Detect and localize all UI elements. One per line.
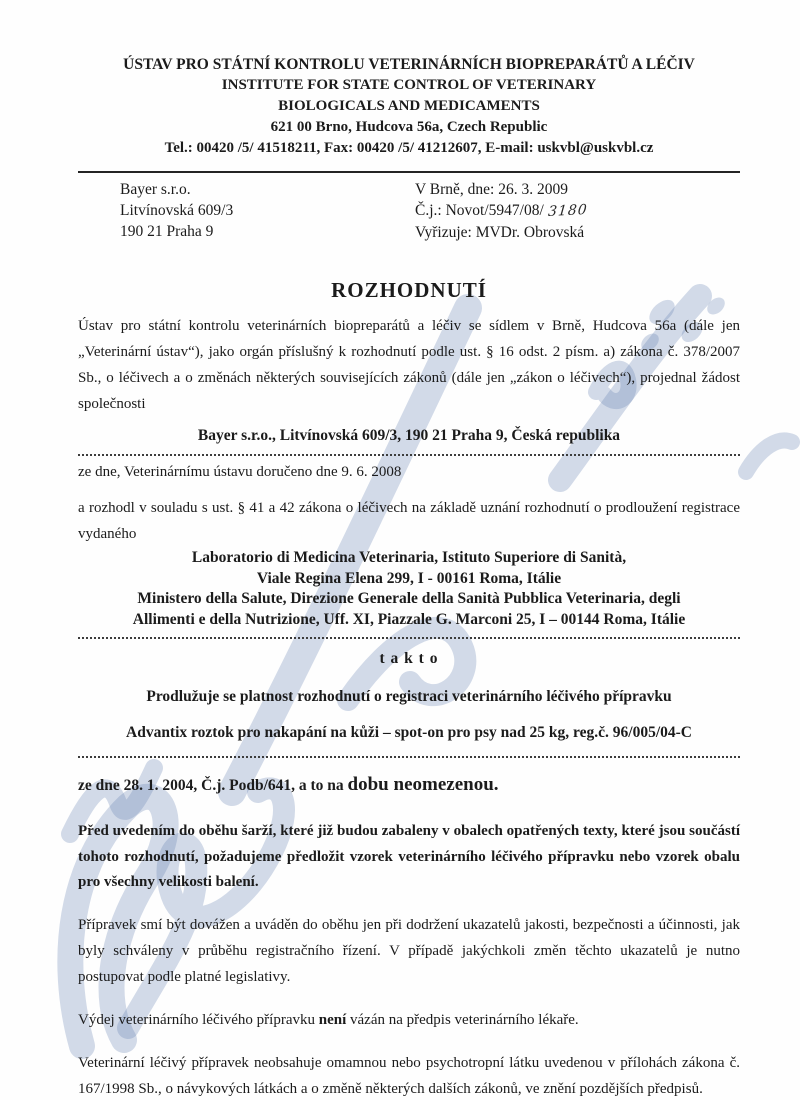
samples-paragraph: Před uvedením do oběhu šarží, které již budou zabaleny v obalech opatřených texty, které jsou součástí tohoto rozhodnutí, požadujeme předložit vzorek veterinárního léčivého přípravku nebo vzorek obalu pro všechny velikosti balení. [78, 823, 740, 890]
recipient-address [120, 179, 415, 243]
recipient-name: Bayer s.r.o. [120, 181, 191, 198]
narcotics-paragraph: Veterinární léčivý přípravek neobsahuje omamnou nebo psychotropní látku uvedenou v přílohách zákona č. 167/1998 Sb., o návykových látkách a o změně některých dalších zákonů, ve znění pozdějších předpisů. [78, 1054, 740, 1097]
institute-name-english-2: BIOLOGICALS AND MEDICAMENTS [278, 98, 540, 114]
dotted-line-2 [78, 636, 740, 639]
recipient-city: 190 21 Praha 9 [120, 223, 214, 240]
dotted-line-1 [78, 453, 740, 456]
date-reference-line [78, 773, 740, 797]
intro-paragraph: Ústav pro státní kontrolu veterinárních biopreparátů a léčiv se sídlem v Brně, Hudcova 56a (dále jen „Veterinární ústav“), jako orgán příslušný k rozhodnutí podle ust. § 16 odst. 2 písm. a) zákona č. 378/2007 Sb., o léčivech a o změnách některých souvisejících zákonů (dále jen „zákon o léčivech“), projednal žádost společnosti [78, 318, 740, 412]
letterhead [78, 54, 740, 159]
date-reference-emphasis: dobu neomezenou. [347, 774, 499, 795]
quality-paragraph: Přípravek smí být dovážen a uváděn do oběhu jen při dodržení ukazatelů jakosti, bezpečnosti a účinnosti, jak byly schváleny v průběhu registračního řízení. V případě jakýchkoli změn těchto ukazatelů je nutno postupovat podle platné legislativy. [78, 916, 740, 985]
dispense-bold: není [318, 1011, 347, 1028]
reference-block [78, 179, 740, 243]
institute-contact: Tel.: 00420 /5/ 41518211, Fax: 00420 /5/ 41212607, E-mail: uskvbl@uskvbl.cz [164, 140, 654, 156]
dispense-suffix: vázán na předpis veterinárního lékaře. [346, 1011, 579, 1028]
applicant-line: Bayer s.r.o., Litvínovská 609/3, 190 21 Praha 9, Česká republika [197, 427, 621, 444]
legal-basis-paragraph: a rozhodl v souladu s ust. § 41 a 42 zákona o léčivech na základě uznání rozhodnutí o prodloužení registrace vydaného [78, 500, 740, 542]
file-number-handwritten: 3180 [546, 201, 588, 221]
dotted-line-3 [78, 755, 740, 758]
issuer-line-2: Viale Regina Elena 299, I - 00161 Roma, Itálie [256, 569, 562, 587]
institute-name-czech: ÚSTAV PRO STÁTNÍ KONTROLU VETERINÁRNÍCH BIOPREPARÁTŮ A LÉČIV [123, 56, 695, 73]
recipient-street: Litvínovská 609/3 [120, 202, 234, 219]
dispense-prefix: Výdej veterinárního léčivého přípravku [78, 1011, 319, 1028]
takto-heading: t a k t o [379, 650, 439, 667]
dispense-line [78, 1007, 740, 1033]
handled-by: Vyřizuje: MVDr. Obrovská [415, 224, 585, 241]
institute-address: 621 00 Brno, Hudcova 56a, Czech Republic [270, 119, 548, 135]
date-reference-prefix: ze dne 28. 1. 2004, Č.j. Podb/641, a to na [78, 777, 348, 794]
issuer-line-3: Ministero della Salute, Direzione Generale della Sanità Pubblica Veterinaria, degli [137, 590, 681, 607]
product-line: Advantix roztok pro nakapání na kůži – spot-on pro psy nad 25 kg, reg.č. 96/005/04-C [126, 724, 692, 741]
issuer-block [78, 548, 740, 630]
verdict-line: Prodlužuje se platnost rozhodnutí o registraci veterinárního léčivého přípravku [146, 688, 672, 705]
place-date: V Brně, dne: 26. 3. 2009 [415, 181, 568, 198]
file-number: Č.j.: Novot/5947/08/ [415, 202, 544, 219]
issuer-line-4: Allimenti e della Nutrizione, Uff. XI, Piazzale G. Marconi 25, I – 00144 Roma, Itálie [132, 610, 686, 628]
document-title: ROZHODNUTÍ [331, 278, 487, 302]
reference-details [415, 179, 740, 243]
header-divider [78, 171, 740, 173]
institute-name-english-1: INSTITUTE FOR STATE CONTROL OF VETERINARY [221, 77, 597, 93]
file-number-line [415, 200, 740, 222]
received-line: ze dne, Veterinárnímu ústavu doručeno dne 9. 6. 2008 [78, 464, 402, 480]
issuer-line-1: Laboratorio di Medicina Veterinaria, Istituto Superiore di Sanità, [191, 549, 627, 566]
